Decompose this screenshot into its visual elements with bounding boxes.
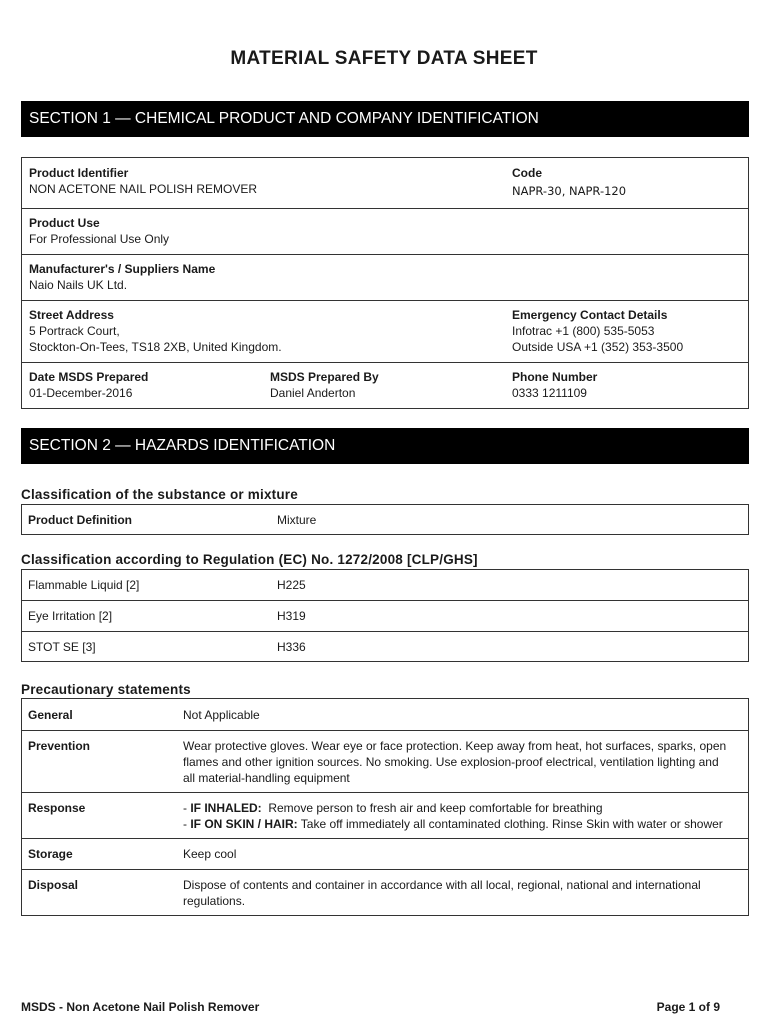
table-row bbox=[22, 631, 748, 661]
response-inhaled-label: IF INHALED: bbox=[190, 801, 262, 815]
emergency-contact-label: Emergency Contact Details bbox=[512, 308, 668, 322]
preparation-row bbox=[22, 362, 748, 408]
precautionary-table bbox=[21, 698, 749, 916]
response-inhaled-line bbox=[183, 800, 603, 816]
hazard-code: H225 bbox=[277, 578, 306, 592]
product-identifier-value: NON ACETONE NAIL POLISH REMOVER bbox=[29, 182, 258, 196]
response-skin-label: IF ON SKIN / HAIR: bbox=[190, 817, 298, 831]
prevention-line-2: flames and other ignition sources. No smoking. Use explosion-proof electrical, ventilation lighting and bbox=[183, 755, 719, 769]
response-skin-text: Take off immediately all contaminated clothing. Rinse Skin with water or shower bbox=[297, 817, 723, 831]
date-prepared-value: 01-December-2016 bbox=[29, 386, 133, 400]
hazard-name: Eye Irritation [2] bbox=[28, 609, 113, 623]
regulation-heading: Classification according to Regulation (EC) No. 1272/2008 [CLP/GHS] bbox=[21, 552, 478, 567]
street-address-label: Street Address bbox=[29, 308, 114, 322]
classification-heading: Classification of the substance or mixture bbox=[21, 487, 298, 502]
disposal-line-1: Dispose of contents and container in accordance with all local, regional, national and international bbox=[183, 878, 701, 892]
table-row bbox=[22, 600, 748, 631]
date-prepared-label: Date MSDS Prepared bbox=[29, 370, 149, 384]
phone-number-value: 0333 1211109 bbox=[512, 386, 587, 400]
manufacturer-label: Manufacturer's / Suppliers Name bbox=[29, 262, 216, 276]
footer-page-number: Page 1 of 9 bbox=[656, 1000, 720, 1014]
response-row bbox=[22, 792, 748, 838]
response-inhaled-text: Remove person to fresh air and keep comfortable for breathing bbox=[261, 801, 603, 815]
prevention-line-1: Wear protective gloves. Wear eye or face protection. Keep away from heat, hot surfaces, sparks, open bbox=[183, 739, 727, 753]
street-address-line-1: 5 Portrack Court, bbox=[29, 324, 120, 338]
general-label: General bbox=[28, 708, 73, 722]
phone-number-label: Phone Number bbox=[512, 370, 598, 384]
hazard-classification-table bbox=[21, 569, 749, 662]
hazard-code: H319 bbox=[277, 609, 306, 623]
disposal-label: Disposal bbox=[28, 878, 79, 892]
section-2-heading: SECTION 2 — HAZARDS IDENTIFICATION bbox=[21, 428, 749, 464]
product-use-label: Product Use bbox=[29, 216, 100, 230]
emergency-contact-line-2: Outside USA +1 (352) 353-3500 bbox=[512, 340, 684, 354]
hazard-name: STOT SE [3] bbox=[28, 640, 96, 654]
code-value: NAPR-30, NAPR-120 bbox=[512, 184, 627, 198]
emergency-contact-line-1: Infotrac +1 (800) 535-5053 bbox=[512, 324, 655, 338]
storage-label: Storage bbox=[28, 847, 73, 861]
section-1-table bbox=[21, 157, 749, 409]
footer-document-name: MSDS - Non Acetone Nail Polish Remover bbox=[21, 1000, 260, 1014]
response-skin-prefix: - bbox=[183, 817, 191, 831]
product-identifier-label: Product Identifier bbox=[29, 166, 129, 180]
storage-value: Keep cool bbox=[183, 847, 237, 861]
response-skin-line bbox=[183, 816, 723, 832]
document-title: MATERIAL SAFETY DATA SHEET bbox=[230, 48, 538, 69]
response-inhaled-prefix: - bbox=[183, 801, 191, 815]
product-definition-label: Product Definition bbox=[28, 513, 132, 527]
street-address-line-2: Stockton-On-Tees, TS18 2XB, United Kingdom. bbox=[29, 340, 282, 354]
hazard-name: Flammable Liquid [2] bbox=[28, 578, 140, 592]
prepared-by-label: MSDS Prepared By bbox=[270, 370, 379, 384]
prevention-label: Prevention bbox=[28, 739, 91, 753]
hazard-code: H336 bbox=[277, 640, 306, 654]
product-use-value: For Professional Use Only bbox=[29, 232, 170, 246]
table-row bbox=[22, 570, 748, 600]
prevention-line-3: all material-handling equipment bbox=[183, 771, 350, 785]
storage-row bbox=[22, 838, 748, 869]
prepared-by-value: Daniel Anderton bbox=[270, 386, 356, 400]
code-label: Code bbox=[512, 166, 542, 180]
manufacturer-row bbox=[22, 254, 748, 300]
response-label: Response bbox=[28, 801, 86, 815]
address-row bbox=[22, 300, 748, 362]
manufacturer-value: Naio Nails UK Ltd. bbox=[29, 278, 128, 292]
product-definition-table bbox=[21, 504, 749, 535]
product-use-row bbox=[22, 208, 748, 254]
general-value: Not Applicable bbox=[183, 708, 260, 722]
general-row bbox=[22, 699, 748, 730]
disposal-line-2: regulations. bbox=[183, 894, 246, 908]
disposal-row bbox=[22, 869, 748, 915]
prevention-row bbox=[22, 730, 748, 792]
product-identifier-row bbox=[22, 158, 748, 208]
section-1-heading: SECTION 1 — CHEMICAL PRODUCT AND COMPANY IDENTIFICATION bbox=[21, 101, 749, 137]
product-definition-value: Mixture bbox=[277, 513, 317, 527]
precautionary-heading: Precautionary statements bbox=[21, 682, 191, 697]
